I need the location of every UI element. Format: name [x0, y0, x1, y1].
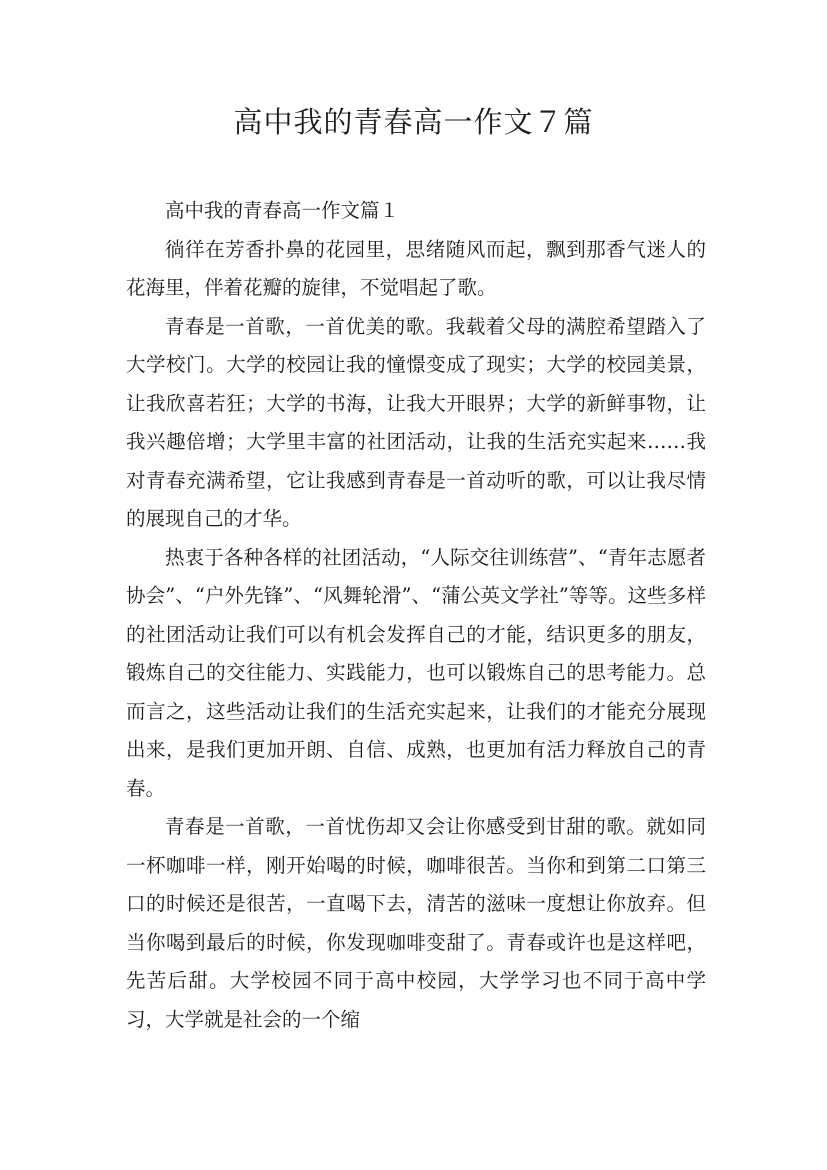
document-title: 高中我的青春高一作文７篇 — [233, 105, 594, 139]
document-body — [126, 192, 706, 1039]
paragraph-4: 青春是一首歌，一首忧伤却又会让你感受到甘甜的歌。就如同一杯咖啡一样，刚开始喝的时候，咖啡很苦。当你和到第二口第三口的时候还是很苦，一直喝下去，清苦的滋味一度想让你放弃。但当你喝到最后的时候，你发现咖啡变甜了。青春或许也是这样吧，先苦后甜。大学校园不同于高中校园，大学学习也不同于高中学习，大学就是社会的一个缩 — [126, 815, 706, 1031]
section-heading: 高中我的青春高一作文篇１ — [165, 199, 400, 222]
paragraph-2: 青春是一首歌，一首优美的歌。我载着父母的满腔希望踏入了大学校门。大学的校园让我的憧憬变成了现实；大学的校园美景，让我欣喜若狂；大学的书海，让我大开眼界；大学的新鲜事物，让我兴趣倍增；大学里丰富的社团活动，让我的生活充实起来……我对青春充满希望，它让我感到青春是一首动听的歌，可以让我尽情的展现自己的才华。 — [126, 314, 706, 530]
paragraph-3: 热衷于各种各样的社团活动，“人际交往训练营”、“青年志愿者协会”、“户外先锋”、“风舞轮滑”、“蒲公英文学社”等等。这些多样的社团活动让我们可以有机会发挥自己的才能，结识更多的朋友，锻炼自己的交往能力、实践能力，也可以锻炼自己的思考能力。总而言之，这些活动让我们的生活充实起来，让我们的才能充分展现出来，是我们更加开朗、自信、成熟，也更加有活力释放自己的青春。 — [126, 545, 706, 800]
paragraph-1: 徜徉在芳香扑鼻的花园里，思绪随风而起，飘到那香气迷人的花海里，伴着花瓣的旋律，不觉唱起了歌。 — [126, 237, 706, 299]
